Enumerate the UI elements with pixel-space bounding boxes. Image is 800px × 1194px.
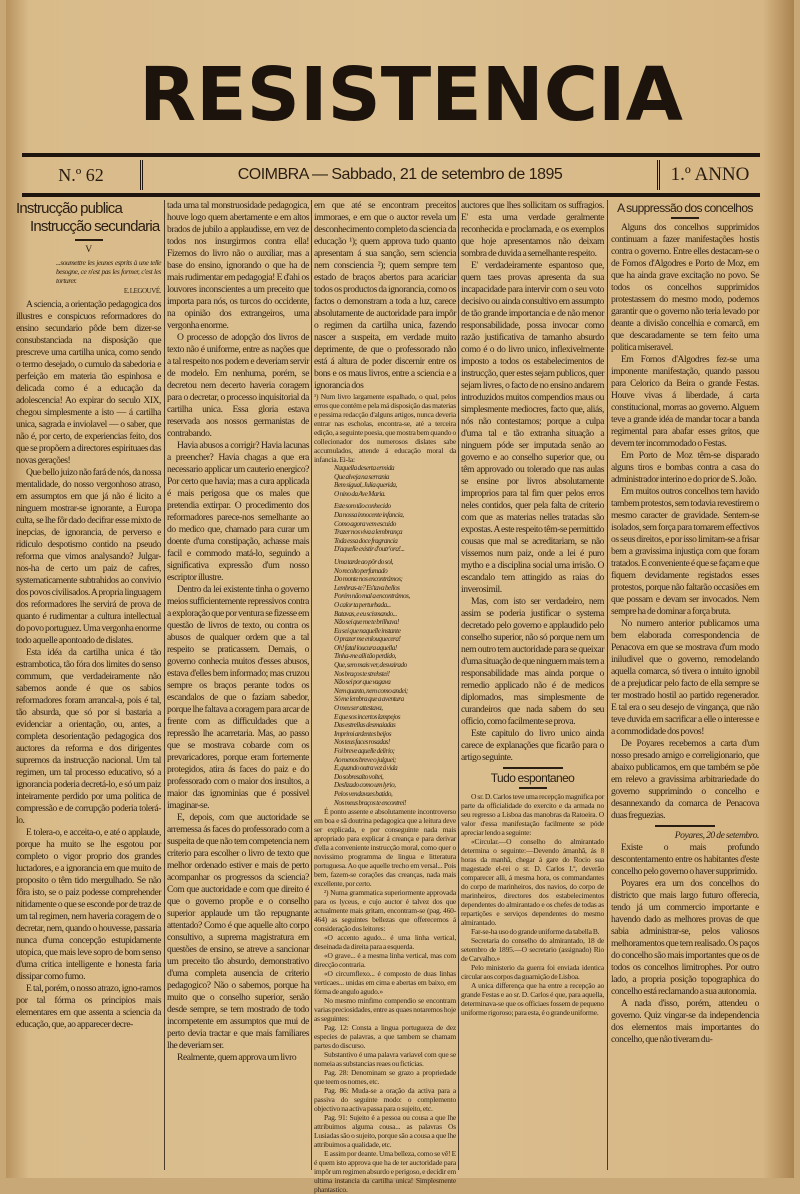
column-divider (311, 200, 312, 1170)
year-label: 1.º ANNO (657, 160, 760, 190)
poem-line: Lembras-te? Es'tava bellos (334, 583, 400, 592)
poem-line: Pelos vendavaes batido, (334, 789, 393, 798)
article-heading: A suppressão dos concelhos (617, 201, 753, 215)
paragraph: E, depois, com que auctoridade se arremessa ás faces do professorado com a suspeita de que não tem competencia nem criterio para escolher o livro de texto que melhor ordenado estiver e mais de perto acompanhar os progressos da sciencia? Com que auctoridade e com que direito é que o governo propõe e o conselho superior applaude um tão repugnante attentado? Como é que aquelle alto corpo consultivo, a suprema magistratura em questões de ensino, se atreve a sancionar um preceito tão absurdo, demonstrativo d'uma completa ausencia de criterio pedagogico? Não o sabemos, porque ha muito que o conselho superior, senão desde sempre, se tem mostrado de todo incompetente em assumptos que mui de perto devia tractar e que mais familiares lhe deveriam ser. (167, 812, 309, 1051)
paragraph: «O accento agudo... é uma linha vertical, deseinada da direita para a esquerda. (314, 933, 456, 952)
poem-line: Naquella deserta ermida (334, 464, 395, 472)
masthead-title: RESISTENCIA (139, 52, 683, 138)
paragraph: É ponto assente e absolutamente incontroverso em boa e sã doutrina pedagogica que a leitura deve ser explicada, e por conseguinte nada mais apropriado para explicar á creança e para derivar d'ella a conveniente instrucção moral, como quer o novissimo programma de lingua e litteratura portuguesa. Ao que aquelle trecho em versal... Pois bem, fazem-se corações das creanças, nada mais excellente, por certo. (314, 807, 456, 889)
poem-line: Bem sigual, Julia querida, (334, 481, 397, 490)
epigraph: ...soumettre les jeunes esprits à une telle besogne, ce n'est pas les former, c'est les torturer. (56, 258, 161, 285)
paragraph: Em Fornos d'Algodres fez-se uma imponente manifestação, quando passou para Celorico da Beira o grande Festas. Houve vivas á liberdade, á carta constitucional, morras ao governo. Alguem teve a grande idéa de mandar tocar a banda regimental para abafar esses gritos, que devem ter incommodado o Festas. (611, 354, 759, 449)
poem-line: O nino da Ave Maria. (334, 489, 386, 498)
article-body (461, 792, 604, 1017)
footnote: ¹) Num livro largamente espalhado, o qual, pelos erros que contém e pela má disposição das materias e pessima redacção d'alguns artigos, nunca deveria entrar nas escholas, encontra-se, até a terceira edição, a seguinte poesia, que mostra bem quando o collecionador dos numerosos dislates sabe accumulados, attende á educação moral da infancia. Ei-la: (314, 392, 456, 464)
paragraph: Dentro da lei existente tinha o governo meios sufficientemente repressivos contra a exploração que por ventura se fizesse em questão de livros de texto, ou contra os abusos de qualquer ordem que a tal respeito se praticassem. Demais, o governo conhecia muitos d'esses abusos, estava d'elles bem informado; mas cruzou sempre os braços perante todos os escandalos de que o faziam sabedor, porque lhe faltava a coragem para arcar de frente com as difficuldades que a repressão lhe acarretaria. Mas, ao passo que se mostrava cobarde com os prevaricadores, porque eram fortemente protegidos, atira ás faces do paiz e do professorado com o maior dos insultos, a maior das ignominias que é possivel imaginar-se. (167, 584, 309, 811)
poem-line: O calor ta perturbada... (334, 600, 391, 609)
paragraph: Pag. 28: Denominam se grazo a propriedade que teem os nomes, etc. (314, 1068, 456, 1087)
poem-line: Nos braços te strehstei! (334, 669, 390, 678)
poem-line: Imprimi ardentes beijos (334, 729, 392, 738)
article-subheading: Instrucção secundaria (30, 218, 160, 235)
poem-line: Deslizado como um lyrio, (334, 781, 396, 790)
paragraph: De Poyares recebemos a carta d'um nosso presado amigo e correligionario, que abaixo publicamos, em que também se põe em relevo a gravissima arbitrariedade do governo supprimindo o concelho e desannexando da comarca de Penacova duas freguezias. (611, 738, 759, 821)
paragraph: Que bello juizo não fará de nós, da nossa mentalidade, do nosso vergonhoso atraso, em assumptos em que já não é licito a ninguem mostrar-se ignorante, a Europa culta, se lhe fôr dado decifrar esse mixto de inepcias, de ignorancia, de perverso e ridiculo despotismo contido na pseudo reforma que vimos analysando? Julgar-nos-ha de certo um paiz de cafres, systematicamente subtrahidos ao convivio dos povos civilisados. A propria linguagem dos reformadores lhe servirá de prova de quanto é rudimentar a cultura intellectual do povo portuguez. Uma vergonha enorme todo aquelle apontoado de dislates. (16, 467, 161, 646)
paragraph: Este capitulo do livro unico ainda carece de explanações que ficarão para o artigo seguinte. (461, 728, 604, 763)
column-divider (458, 200, 459, 1170)
poem-line: Uma tarde ao pôr do sol, (334, 557, 394, 566)
paragraph: «O grave... é a mesma linha vertical, mas com direcção contraria. (314, 951, 456, 970)
poem-line: Foi breve aquelle delirio; (334, 747, 395, 755)
poem-line: Do sobresalto voltei, (334, 772, 384, 781)
paragraph: O sr. D. Carlos teve uma recepção magnifica por parte da officialidade do exercito e da armada no seu regresso a Lisboa das manobras da Ratoeira. O valor d'essa manifestação facilmente se póde apreciar lendo a seguinte: (461, 792, 604, 837)
poem-line: Ao menos breve o julguei; (334, 755, 396, 764)
paragraph: O processo de adopção dos livros de texto não é uniforme, entre as nações que a tal respeito nos podem e deveriam servir de modelo. Em nenhuma, porém, se decretou nem decerto haveria coragem para o decretar, o processo inquisitorial da cartilha unica. Essa gloria estava reservada aos nossos germanistas de contrabando. (167, 332, 309, 439)
divider (75, 239, 103, 241)
paragraph: Alguns dos concelhos supprimidos continuam a fazer manifestações hostis contra o governo. Entre elles destacam-se o de Fornos d'Algodres e Porto de Moz, em que ha ainda grave excitação no povo. Se todos os concelhos supprimidos protestassem do mesmo modo, podemos garantir que o governo não teria levado por deante a divisão concelhia e comarcã, em que descaradamente se tem feito uma politica miseravel. (611, 222, 759, 353)
column-1 (16, 200, 161, 1031)
article-heading: Instrucção publica (16, 200, 123, 217)
section-number: V (85, 244, 92, 255)
poem-line: E, quando outra vez á vida (334, 764, 398, 773)
paragraph: «Circular.—O conselho do almirantado determina o seguinte:—Devendo ámanhã, ás 8 horas da manhã, chegar á gare do Rocio sua magestade el-rei o sr. D. Carlos I.º, deverão comparecer alli, á mesma hora, os commandantes do corpo de marinheiros, dos navios, do corpo de marinheiros, directores dos estabelecimentos dependentes do almirantado e os chefes de todas as repartições e serviços dependentes do mesmo almirantado. (461, 837, 604, 927)
paragraph: auctores que lhes sollicitam os suffragios. E' esta uma verdade geralmente reconhecida e proclamada, e os exemplos que hoje apresentamos não deixam sombra de duvida a semelhante respeito. (461, 200, 604, 259)
paragraph: Mas, com isto ser verdadeiro, nem assim se poderia justificar o systema decretado pelo governo e applaudido pelo conselho superior, não só porque nem um nem outro tem auctoridade para se queixar d'uma situação de que ninguem mais tem a responsabilidade mas ainda porque o remedio applicado não é de medicos diplomados, mas simplesmente de curandeiros que nada sabem do seu officio, como facilmente se prova. (461, 596, 605, 727)
article-heading: Tudo espontaneo (490, 771, 575, 785)
paragraph: No numero anterior publicamos uma bem elaborada correspondencia de Penacova em que se mostrava d'um modo iniludivel que o governo, remodelando aquella comarca, só tivera o intuito ignobil de a prejudicar pelo facto de ella sempre se ter mostrado hostil ao partido regenerador. E tal era o seu desejo de vingança, que não teve duvida em sacrificar a elle o interesse e a commodidade dos povos! (611, 618, 759, 737)
poem-line: Das estrellas desmaiadas (334, 721, 396, 730)
paragraph: A nada d'isso, porém, attendeu o governo. Quiz vingar-se da independencia dos elementos mais importantes do concelho, que não tiveram du- (611, 998, 759, 1045)
info-bar (22, 160, 760, 190)
paragraph: A sciencia, a orientação pedagogica dos illustres e conspicuos reformadores do ensino secundario pôde bem dizer-se consubstanciada na disposição que prescreve uma cartilha unica, como sendo o termo desejado, o cumulo da sabedoria e perfeição em materia tão espinhosa e delicada como é a educação da adolescencia! Ao expirar do seculo XIX, chegou simplesmente a isto — á cartilha unica, sagrada e inviolavel — o saber, que não é, por certo, de experiencias feito, dos que se propõem a directores espirituaes das novas gerações! (16, 299, 161, 466)
poem-line: Tinha-me alli tão perdido, (334, 652, 397, 661)
poem-line: Batavas, e eu scismando... (334, 609, 397, 618)
poem-line: O meu ser attestava, (334, 704, 383, 713)
epigraph-author: E. LEGOUVÉ. (123, 287, 161, 295)
poem (334, 464, 456, 807)
paragraph: Poyares era um dos concelhos do districto que mais largo futuro offerecia, tendo já um commercio importante e havendo dado as melhores provas de que sabia administrar-se, pelos valiosos melhoramentos que tem realisado. Os paços do concelho são mais importantes que os de todos os concelhos limitrophes. Por outro lado, a propria posição topographica do concelho está reclamando a sua autonomia. (611, 878, 759, 997)
paragraph: em que até se encontram preceitos immoraes, e em que o auctor revela um desconhecimento completo da sciencia da educação ¹); quem approva tudo quanto apresentam á sua sanção, sem sciencia nem consciencia ²); quem sempre tem estado de braços abertos para acariciar todos os productos da ignorancia, como os factos o demonstram a toda a luz, carece absolutamente de auctoridade para impôr o regimen da cartilha unica, fazendo nascer a suspeita, em verdade muito deprimente, de que o professorado não está á altura de poder discernir entre os bons e os maus livros, entre a sciencia e a ignorancia dos (314, 200, 456, 391)
poem-line: Toda essa doce fragrancia (334, 536, 398, 545)
column-divider (164, 200, 165, 1170)
paragraph: Pag. 86: Muda-se a oração da activa para a passiva do seguinte modo: o complemento objectivo na activa passa para o sujeito, etc. (314, 1086, 456, 1114)
newspaper-page (6, 0, 794, 1194)
column-2 (167, 200, 309, 1064)
footnotes (314, 807, 456, 1194)
paragraph: «O circumflexo... é composto de duas linhas verticaes... unidas em cima e abertas em baixo, em fórma de angulo agudo.» (314, 969, 456, 997)
column-4 (461, 200, 604, 1017)
poem-line: D'aquelle existir d'outr'ora!... (334, 545, 405, 554)
poem-line: Da nossa innocente infancia, (334, 510, 404, 519)
poem-line: Nos teus faces rosadas! (334, 738, 390, 747)
divider (503, 767, 563, 769)
poem-line: E que sos incertos lampejos (334, 712, 401, 721)
paragraph: E tolera-o, e acceita-o, e até o applaude, porque ha muito se lhe esgotou por completo o vigor proprio dos grandes luctadores, e a ignorancia em que muito de proposito o têm tido mergulhado. Se não fôra isto, se o paiz podesse comprehender nitidamente o que se esconde por de traz de um tal regimen, nem haveria coragem de o decretar, nem, quando o houvesse, passaria nunca d'uma concepção estupidamente utopica, que mais leve sopro de bom senso d'uma critica intelligente e honesta faria dissipar como fumo. (16, 827, 161, 982)
top-rule (22, 153, 760, 157)
paragraph: Far-se-ha uso do grande uniforme da tabella B. (471, 927, 600, 936)
poem-line: Este som tão conhecido (334, 502, 391, 511)
dateline: COIMBRA — Sabbado, 21 de setembro de 1895 (237, 166, 563, 183)
paragraph: Esta idéa da cartilha unica é tão estrambotica, tão fóra dos limites do senso commum, que verdadeiramente não sabemos aonde é que os sabios reformadores foram arrancal-a, pois é tal, tão absurda, que só por si bastaria a evidenciar a orientação, ou, antes, a completa desorientação pedagogica dos auctores da reforma e dos dirigentes supremos da instrucção nacional. Um tal regimen, um tal processo educativo, só a ignorancia poderia decretá-lo, e só um paiz inteiramente perdido por uma politica de compressão e de corrupção poderia tolerá-lo. (16, 647, 161, 826)
column-3 (314, 200, 456, 1194)
paragraph: Em muitos outros concelhos tem havido tambem protestos, sem todavia revestirem o mesmo caracter de gravidade. Sentem-se isolados, sem força para tornarem effectivos os seus direitos, e por isso limitam-se a frisar bem a gravissima injustiça com que foram tratados. E conveniente é que se façam e que fiquem devidamente registados esses protestos, porque não faltarão occasiões em que possam e devam ser invocados. Nem sempre ha de dominar a força bruta. (611, 486, 760, 617)
issue-number: N.º 62 (22, 160, 143, 190)
poem-line: Como agora vem escuido (334, 519, 396, 528)
letter-dateline: Poyares, 20 de setembro. (674, 830, 759, 841)
poem-line: Que, sem mais ver, desvairado (334, 661, 407, 670)
paragraph: Existe o mais profundo descontentamento entre os habitantes d'este concelho pelo governo o haver supprimido. (611, 842, 759, 877)
poem-line: Oh! fatal loucura aquella! (334, 643, 397, 652)
divider (671, 217, 699, 219)
divider (519, 787, 547, 789)
paragraph: E assim por deante. Uma belleza, como se vê! E é quem isto approva que ha de ter auctoridade para impôr um regimen absurdo e perigoso, e decidir em ultima instancia da cartilha unica! Simplesmente phantastico. (314, 1149, 456, 1194)
poem-line: No recolto perfumado (334, 566, 388, 575)
poem-line: O prazer me enlouquecera! (334, 635, 401, 644)
poem-line: Não sei por que vagava (334, 678, 391, 687)
poem-line: Porém não mal a encontrámos, (334, 592, 410, 601)
poem-line: Nem quanto, nem como andei; (334, 686, 408, 695)
paragraph: ²) Numa grammatica superiormente approvada para os lyceus, e cujo auctor é talvez dos que actualmente mais gritam, encontram-se (pag. 460-464) as seguintes bellezas que offerecemos á consideração dos leitores: (314, 888, 456, 934)
poem-line: Eu sei que naquelle instante (334, 626, 401, 635)
paragraph: No mesmo minfimo compendio se encontram varias preciosidades, entre as quaes notaremos hoje as seguintes: (314, 996, 456, 1024)
paragraph: A unica differença que ha entre a recepção ao grande Festas e ao sr. D. Carlos é que, para aquella, determinava-se que os officiaes fossem de pequeno uniforme rigoroso; para esta, é o grande uniforme. (461, 981, 604, 1017)
bottom-rule (22, 193, 760, 197)
column-divider (607, 200, 608, 1170)
poem-line: Do monte nos encontrámos; (334, 575, 403, 584)
poem-line: Só me lembra que a aventura (334, 695, 404, 704)
paragraph: Em Porto de Moz têm-se disparado alguns tiros e bombas contra a casa do administrador interino e do prior de S. João. (611, 450, 759, 485)
paragraph: Substantivo é uma palavra variavel com que se nomeia as substancias reaes ou fictícias. (314, 1050, 456, 1069)
paragraph: E tal, porém, o nosso atrazo, igno-ramos por tal fórma os principios mais elementares em que assenta a sciencia da educação, que, ao apparecer decre- (16, 983, 161, 1030)
paragraph: Secretaria do conselho do almirantado, 18 de setembro de 1895.—O secretario (assignado) Rio de Carvalho.» (461, 936, 604, 963)
divider (655, 825, 715, 827)
paragraph: Pag. 91: Sujeito é a pessoa ou cousa a que lhe attribuimos alguma cousa... as palavras Os Lusiadas são o sujeito, porque são a cousa a que lhe attribuimos a qualidade, etc. (314, 1113, 456, 1150)
paragraph: Havia abusos a corrigir? Havia lacunas a preencher? Havia chagas a que era necessario applicar um cauterio energico? Por certo que havia; mas a cura applicada é mais perigosa que os males que pretendia extirpar. O procedimento dos reformadores parece-nos semelhante ao do medico que, chamado para curar um doente d'uma constipação, achasse mais facil e commodo matá-lo, seguindo a significativa expressão d'um nosso escriptor illustre. (167, 440, 309, 583)
poem-line: Que alveja na serrania (334, 472, 390, 481)
paragraph: Pag. 12: Consta a lingua portugueza de dez especies de palavras, a que tambem se chamam partes do discurso. (314, 1023, 456, 1051)
poem-line: Trazer nos viva a lembrança (334, 528, 403, 537)
paragraph: Realmente, quem approva um livro (177, 1052, 297, 1063)
column-5 (611, 200, 759, 1046)
paragraph: tada uma tal monstruosidade pedagogica, houve logo quem abertamente e em altos brados de jubilo a applaudisse, em vez de todos nos insurgirmos contra ella! Fizemos do livro não o auxiliar, mas a base do ensino, ignorando o que ha de mais rudimentar em pedagogia! E d'ahi os louvores inconscientes a um preceito que importa para nós, os turcos do occidente, na opinião dos extrangeiros, uma vergonha enorme. (167, 200, 309, 331)
poem-line: Nos meus braços te encontrei! (334, 798, 407, 807)
paragraph: Pelo ministerio da guerra foi enviada identica circular aos corpos da guarnição de Lisboa. (461, 963, 604, 981)
paragraph: E' verdadeiramente espantoso que, quem taes provas apresenta da sua incapacidade para intervir com o seu voto decisivo ou ainda consultivo em assumpto de tão grande importancia e de não menor responsabilidade, possa invocar como razão justificativa de tamanho absurdo como é o do livro unico, inflexivelmente imposto a todos os estabelecimentos de instrucção, quer estes sejam publicos, quer sejam livres, o facto de no ensino andarem introduzidos muitos compendios maus ou simplesmente mediocres, facto que, aliás, nós não contestamos; porque a culpa d'uma tal e tão extranha situação a ninguem póde ser imputada senão ao governo e ao conselho superior que, ou têm approvado ou tolerado que nas aulas se ensine por livros absolutamente improprios para tal fim quer pelos erros neles contidos, quer pela falta de criterio com que as materias nelles tratadas são expostas. A este respeito têm-se permittido cousas que mal se acreditariam, se não vissemos num paiz, onde a lei é puro mytho e a disciplina social uma irrisão. O escandalo tem attingido as raias do inverosimil. (461, 260, 604, 595)
poem-line: Não sei que me te brilhava! (334, 618, 399, 627)
